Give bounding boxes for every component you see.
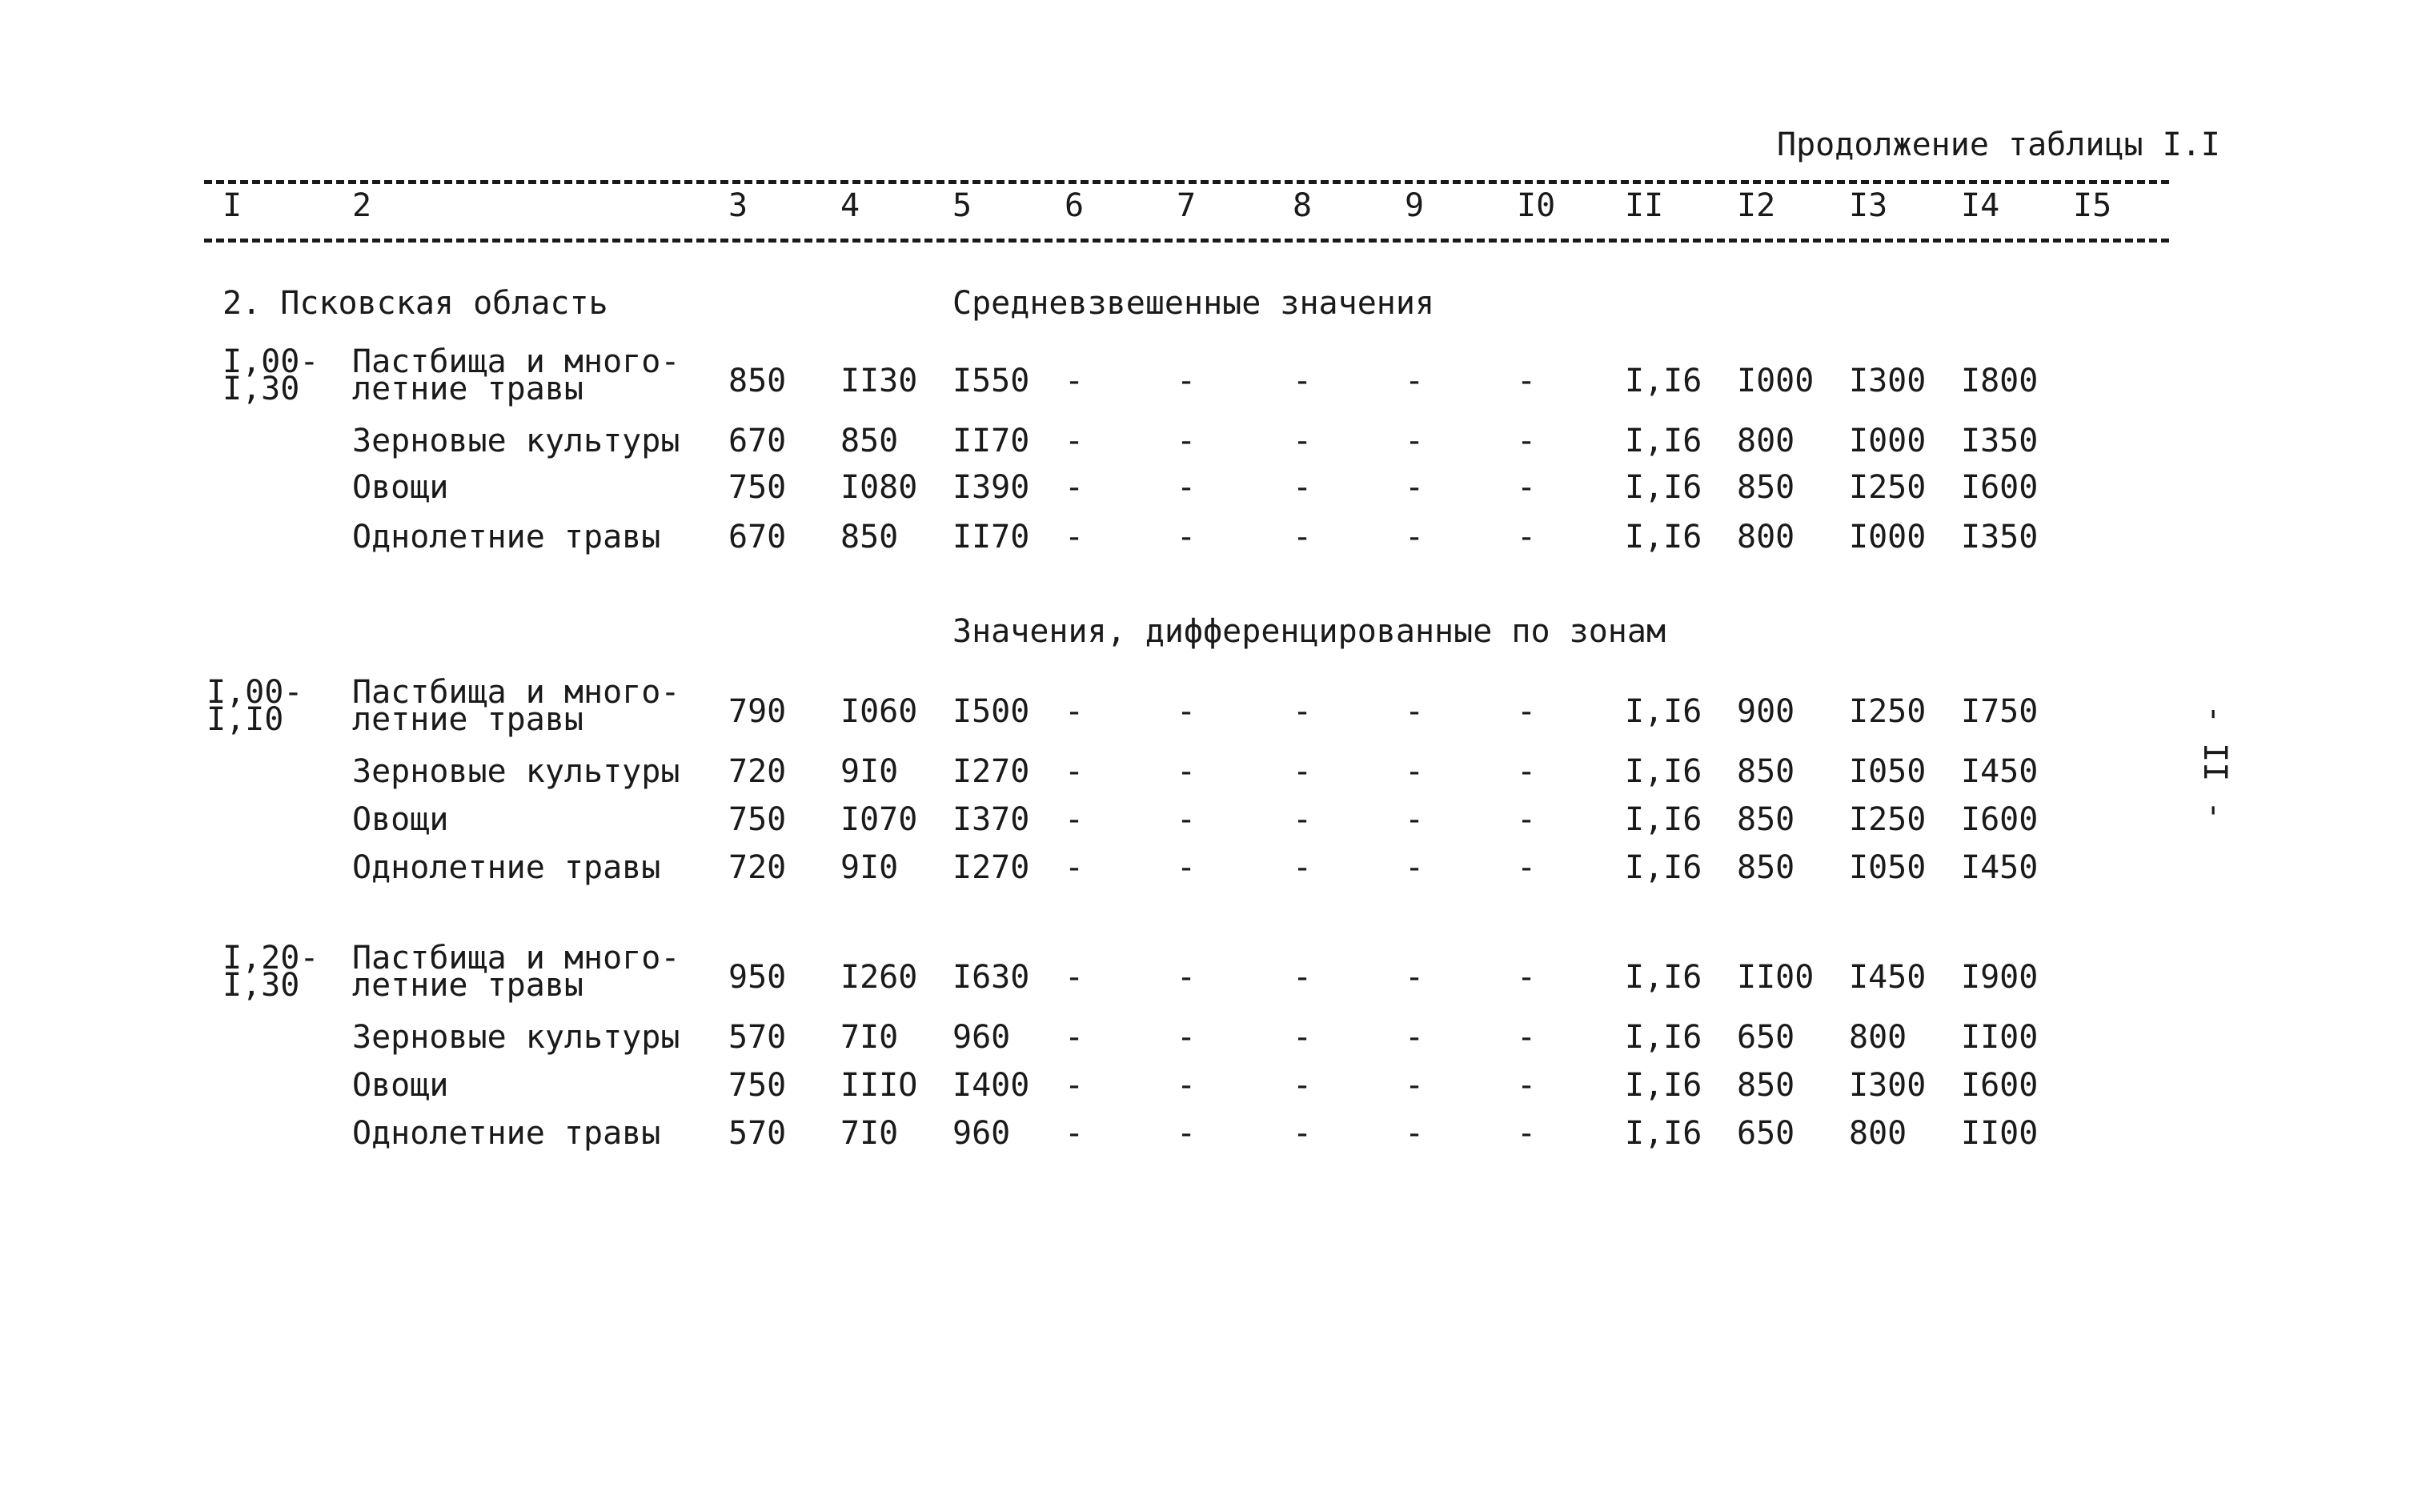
cell-col-6: -	[1065, 469, 1085, 506]
cell-col-11: I,I6	[1625, 959, 1702, 996]
column-header-8: 8	[1293, 187, 1313, 224]
cell-col-4: II30	[840, 363, 918, 399]
cell-col-7: -	[1177, 1115, 1197, 1152]
cell-col-3: 720	[728, 849, 787, 886]
cell-col-8: -	[1293, 753, 1313, 790]
crop-name: Пастбища и много-	[352, 674, 680, 711]
cell-col-3: 570	[728, 1115, 787, 1152]
cell-col-11: I,I6	[1625, 753, 1702, 790]
cell-col-10: -	[1517, 423, 1537, 459]
cell-col-13: I250	[1849, 469, 1927, 506]
cell-col-12: 850	[1737, 469, 1795, 506]
cell-col-3: 750	[728, 1067, 787, 1104]
cell-col-10: -	[1517, 849, 1537, 886]
cell-col-14: I350	[1961, 519, 2039, 555]
cell-col-14: II00	[1961, 1019, 2039, 1056]
column-header-1: I	[223, 187, 243, 224]
section-title: Средневзвешенные значения	[952, 285, 1435, 322]
cell-col-9: -	[1405, 753, 1425, 790]
cell-col-10: -	[1517, 519, 1537, 555]
cell-col-7: -	[1177, 849, 1197, 886]
cell-col-13: I250	[1849, 801, 1927, 838]
crop-name: Овощи	[352, 1067, 449, 1104]
cell-col-14: I450	[1961, 849, 2039, 886]
cell-col-4: I060	[840, 693, 918, 730]
column-header-11: II	[1625, 187, 1664, 224]
cell-col-6: -	[1065, 363, 1085, 399]
crop-name: летние травы	[352, 701, 583, 738]
cell-col-4: 9I0	[840, 753, 899, 790]
cell-col-14: I600	[1961, 1067, 2039, 1104]
cell-col-11: I,I6	[1625, 1019, 1702, 1056]
cell-col-11: I,I6	[1625, 1115, 1702, 1152]
cell-col-8: -	[1293, 959, 1313, 996]
cell-col-10: -	[1517, 693, 1537, 730]
cell-col-3: 750	[728, 469, 787, 506]
crop-name: Зерновые культуры	[352, 753, 680, 790]
cell-col-8: -	[1293, 1067, 1313, 1104]
cell-col-13: I250	[1849, 693, 1927, 730]
cell-col-3: 570	[728, 1019, 787, 1056]
cell-col-13: I050	[1849, 849, 1927, 886]
cell-col-7: -	[1177, 469, 1197, 506]
cell-col-5: I630	[952, 959, 1030, 996]
cell-col-8: -	[1293, 693, 1313, 730]
column-header-9: 9	[1405, 187, 1425, 224]
cell-col-8: -	[1293, 469, 1313, 506]
cell-col-7: -	[1177, 423, 1197, 459]
value-range: I,00-	[223, 343, 319, 380]
cell-col-10: -	[1517, 959, 1537, 996]
column-header-13: I3	[1849, 187, 1888, 224]
cell-col-12: I000	[1737, 363, 1815, 399]
cell-col-13: I050	[1849, 753, 1927, 790]
cell-col-10: -	[1517, 801, 1537, 838]
cell-col-8: -	[1293, 801, 1313, 838]
crop-name: Зерновые культуры	[352, 1019, 680, 1056]
cell-col-11: I,I6	[1625, 849, 1702, 886]
cell-col-5: II70	[952, 519, 1030, 555]
cell-col-5: I500	[952, 693, 1030, 730]
column-header-4: 4	[840, 187, 860, 224]
cell-col-13: I000	[1849, 423, 1927, 459]
cell-col-9: -	[1405, 363, 1425, 399]
cell-col-12: II00	[1737, 959, 1815, 996]
cell-col-5: I270	[952, 753, 1030, 790]
column-header-7: 7	[1177, 187, 1197, 224]
cell-col-4: 850	[840, 423, 899, 459]
cell-col-4: 7I0	[840, 1019, 899, 1056]
cell-col-9: -	[1405, 1115, 1425, 1152]
cell-col-5: I390	[952, 469, 1030, 506]
cell-col-3: 750	[728, 801, 787, 838]
cell-col-6: -	[1065, 519, 1085, 555]
cell-col-13: I300	[1849, 363, 1927, 399]
cell-col-14: I750	[1961, 693, 2039, 730]
cell-col-9: -	[1405, 849, 1425, 886]
cell-col-13: I450	[1849, 959, 1927, 996]
cell-col-3: 670	[728, 519, 787, 555]
cell-col-6: -	[1065, 1019, 1085, 1056]
crop-name: Овощи	[352, 469, 449, 506]
value-range: I,I0	[207, 701, 284, 738]
cell-col-6: -	[1065, 423, 1085, 459]
cell-col-5: I400	[952, 1067, 1030, 1104]
cell-col-4: IIIO	[840, 1067, 918, 1104]
cell-col-14: I900	[1961, 959, 2039, 996]
cell-col-12: 850	[1737, 849, 1795, 886]
cell-col-11: I,I6	[1625, 519, 1702, 555]
cell-col-10: -	[1517, 1115, 1537, 1152]
cell-col-7: -	[1177, 801, 1197, 838]
cell-col-4: 9I0	[840, 849, 899, 886]
cell-col-10: -	[1517, 1067, 1537, 1104]
cell-col-9: -	[1405, 519, 1425, 555]
column-header-3: 3	[728, 187, 748, 224]
crop-name: Однолетние травы	[352, 849, 661, 886]
cell-col-12: 800	[1737, 423, 1795, 459]
cell-col-10: -	[1517, 363, 1537, 399]
cell-col-14: I600	[1961, 801, 2039, 838]
column-header-10: I0	[1517, 187, 1556, 224]
cell-col-7: -	[1177, 959, 1197, 996]
cell-col-4: I070	[840, 801, 918, 838]
crop-name: Зерновые культуры	[352, 423, 680, 459]
cell-col-13: 800	[1849, 1019, 1907, 1056]
column-header-2: 2	[352, 187, 372, 224]
column-header-6: 6	[1065, 187, 1085, 224]
cell-col-11: I,I6	[1625, 801, 1702, 838]
crop-name: Однолетние травы	[352, 519, 661, 555]
cell-col-10: -	[1517, 1019, 1537, 1056]
cell-col-12: 900	[1737, 693, 1795, 730]
cell-col-13: I000	[1849, 519, 1927, 555]
cell-col-7: -	[1177, 753, 1197, 790]
crop-name: Овощи	[352, 801, 449, 838]
cell-col-4: 7I0	[840, 1115, 899, 1152]
cell-col-9: -	[1405, 1067, 1425, 1104]
cell-col-3: 950	[728, 959, 787, 996]
cell-col-12: 850	[1737, 753, 1795, 790]
cell-col-5: II70	[952, 423, 1030, 459]
value-range: I,30	[223, 967, 300, 1004]
crop-name: Однолетние травы	[352, 1115, 661, 1152]
value-range: I,30	[223, 371, 300, 407]
cell-col-9: -	[1405, 1019, 1425, 1056]
column-header-5: 5	[952, 187, 972, 224]
cell-col-11: I,I6	[1625, 1067, 1702, 1104]
crop-name: летние травы	[352, 371, 583, 407]
cell-col-14: II00	[1961, 1115, 2039, 1152]
cell-col-3: 720	[728, 753, 787, 790]
cell-col-12: 650	[1737, 1019, 1795, 1056]
cell-col-11: I,I6	[1625, 693, 1702, 730]
table-caption: Продолжение таблицы I.I	[1777, 126, 2220, 163]
crop-name: Пастбища и много-	[352, 940, 680, 977]
cell-col-8: -	[1293, 363, 1313, 399]
crop-name: Пастбища и много-	[352, 343, 680, 380]
value-range: I,20-	[223, 940, 319, 977]
cell-col-6: -	[1065, 753, 1085, 790]
section-title: Значения, дифференцированные по зонам	[952, 613, 1666, 650]
cell-col-6: -	[1065, 801, 1085, 838]
header-rule-bottom	[204, 239, 2169, 243]
cell-col-7: -	[1177, 1067, 1197, 1104]
column-header-15: I5	[2073, 187, 2112, 224]
cell-col-11: I,I6	[1625, 363, 1702, 399]
region-title: 2. Псковская область	[223, 285, 608, 322]
cell-col-3: 850	[728, 363, 787, 399]
cell-col-6: -	[1065, 693, 1085, 730]
cell-col-14: I800	[1961, 363, 2039, 399]
cell-col-13: I300	[1849, 1067, 1927, 1104]
cell-col-7: -	[1177, 1019, 1197, 1056]
cell-col-11: I,I6	[1625, 469, 1702, 506]
cell-col-4: I260	[840, 959, 918, 996]
cell-col-10: -	[1517, 753, 1537, 790]
crop-name: летние травы	[352, 967, 583, 1004]
cell-col-5: I550	[952, 363, 1030, 399]
cell-col-14: I450	[1961, 753, 2039, 790]
cell-col-8: -	[1293, 519, 1313, 555]
cell-col-13: 800	[1849, 1115, 1907, 1152]
column-header-12: I2	[1737, 187, 1776, 224]
cell-col-4: I080	[840, 469, 918, 506]
cell-col-9: -	[1405, 469, 1425, 506]
cell-col-4: 850	[840, 519, 899, 555]
header-rule-top	[204, 180, 2169, 184]
cell-col-12: 850	[1737, 1067, 1795, 1104]
cell-col-8: -	[1293, 423, 1313, 459]
cell-col-7: -	[1177, 519, 1197, 555]
cell-col-9: -	[1405, 423, 1425, 459]
cell-col-12: 800	[1737, 519, 1795, 555]
cell-col-9: -	[1405, 959, 1425, 996]
column-header-14: I4	[1961, 187, 2000, 224]
cell-col-12: 850	[1737, 801, 1795, 838]
cell-col-14: I350	[1961, 423, 2039, 459]
cell-col-14: I600	[1961, 469, 2039, 506]
cell-col-12: 650	[1737, 1115, 1795, 1152]
cell-col-6: -	[1065, 1115, 1085, 1152]
cell-col-5: I370	[952, 801, 1030, 838]
cell-col-6: -	[1065, 849, 1085, 886]
cell-col-9: -	[1405, 693, 1425, 730]
cell-col-8: -	[1293, 849, 1313, 886]
cell-col-11: I,I6	[1625, 423, 1702, 459]
cell-col-5: 960	[952, 1019, 1011, 1056]
cell-col-7: -	[1177, 693, 1197, 730]
page-number: - II -	[2196, 704, 2233, 820]
cell-col-5: I270	[952, 849, 1030, 886]
cell-col-5: 960	[952, 1115, 1011, 1152]
cell-col-6: -	[1065, 959, 1085, 996]
cell-col-3: 670	[728, 423, 787, 459]
cell-col-6: -	[1065, 1067, 1085, 1104]
cell-col-8: -	[1293, 1019, 1313, 1056]
cell-col-10: -	[1517, 469, 1537, 506]
cell-col-9: -	[1405, 801, 1425, 838]
cell-col-7: -	[1177, 363, 1197, 399]
cell-col-8: -	[1293, 1115, 1313, 1152]
cell-col-3: 790	[728, 693, 787, 730]
value-range: I,00-	[207, 674, 303, 711]
